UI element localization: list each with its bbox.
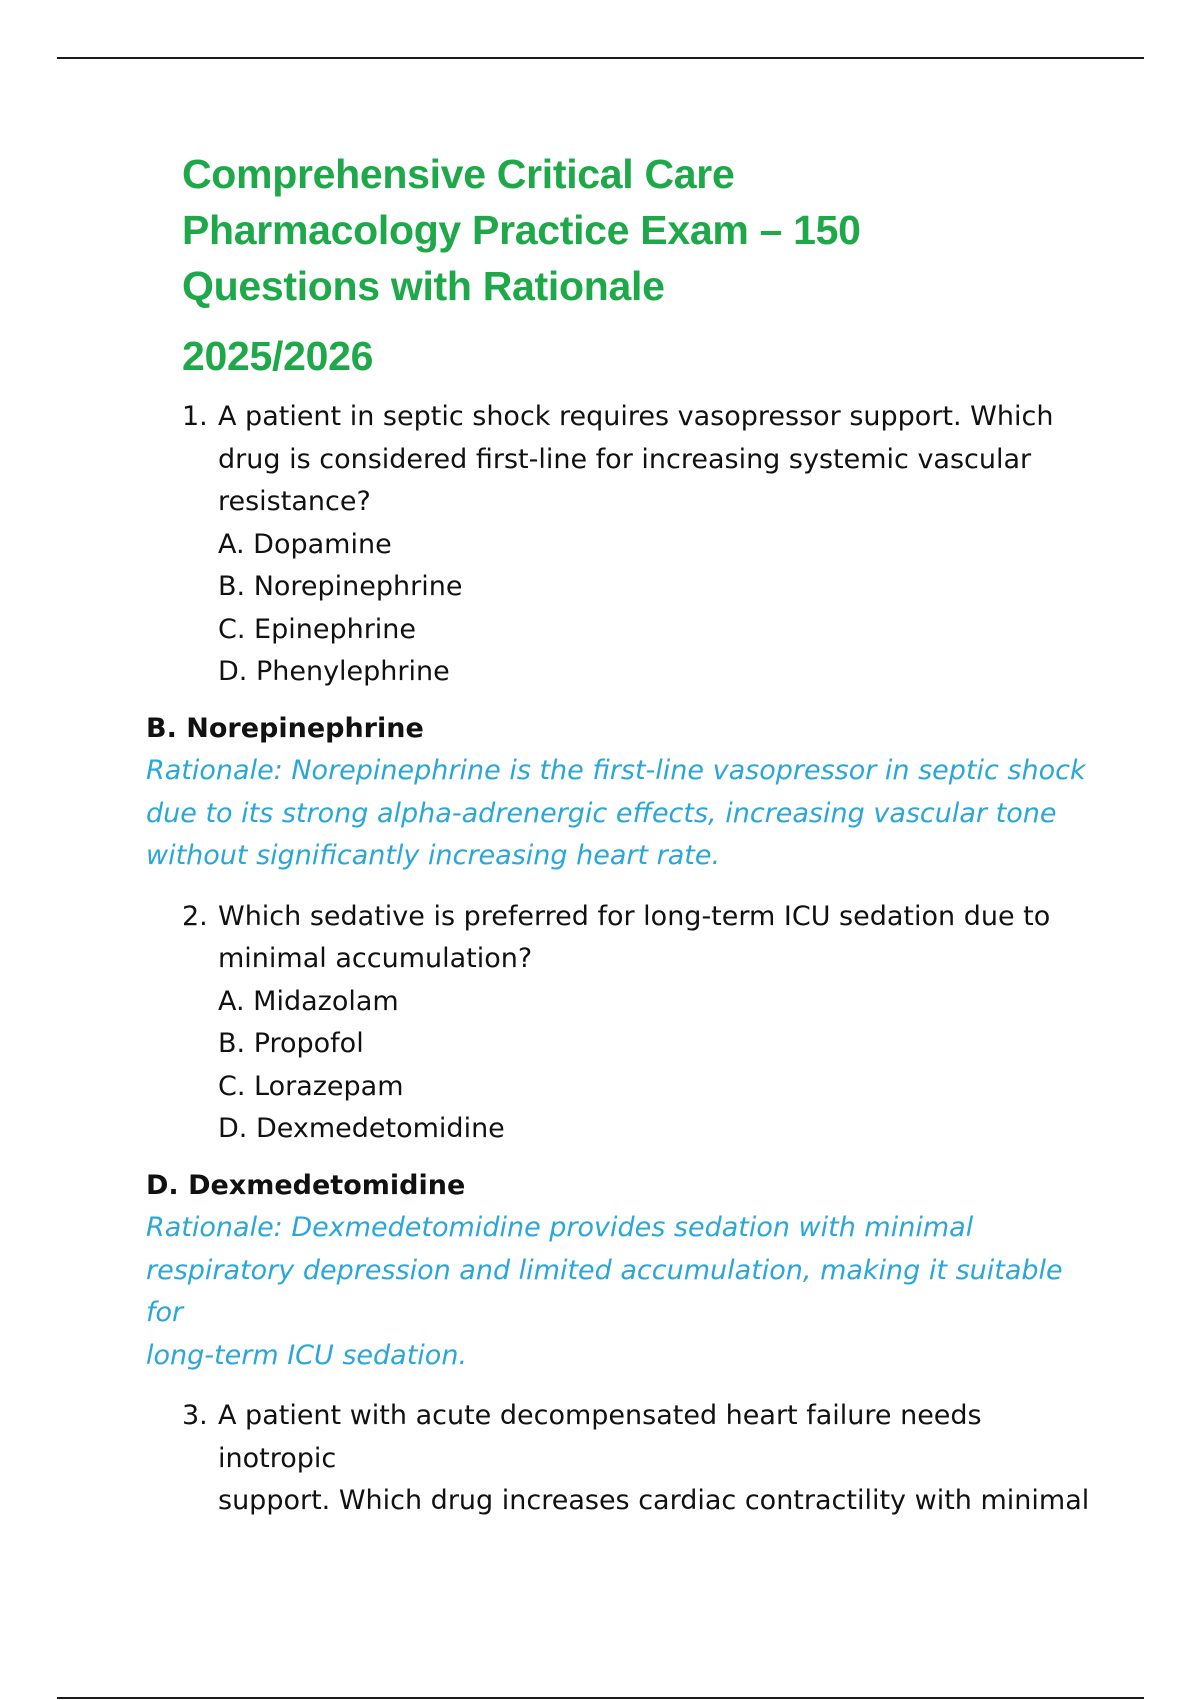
title-line: Pharmacology Practice Exam – 150 [182, 207, 861, 253]
question-number: 1. [182, 401, 208, 432]
question-stem-line: Which sedative is preferred for long-term ICU sedation due to [218, 900, 1051, 932]
correct-answer: B. Norepinephrine [146, 712, 424, 744]
question-stem-line: drug is considered first-line for increasing systemic vascular [218, 443, 1032, 475]
answer-option: A. Midazolam [218, 985, 399, 1017]
answer-option: A. Dopamine [218, 528, 392, 560]
question-stem-line: A patient in septic shock requires vasopressor support. Which [218, 401, 1054, 432]
spacer [146, 878, 1106, 896]
answer-option: B. Norepinephrine [218, 571, 463, 602]
rationale-line: respiratory depression and limited accumulation, making it suitable for [146, 1254, 1063, 1328]
spacer [146, 1377, 1106, 1395]
header-rule [57, 57, 1144, 59]
question-number: 2. [182, 900, 208, 932]
question-1 [182, 396, 1106, 694]
question-stem-line: A patient with acute decompensated heart failure needs inotropic [218, 1400, 982, 1474]
question-stem-line: resistance? [218, 486, 371, 517]
question-stem-line: support. Which drug increases cardiac contractility with minimal [218, 1485, 1090, 1516]
document-year: 2025/2026 [182, 333, 374, 379]
rationale [146, 1207, 1106, 1377]
question-body [218, 1395, 1106, 1523]
document-title-block [182, 146, 1002, 384]
correct-answer: D. Dexmedetomidine [146, 1169, 466, 1201]
answer-option: D. Phenylephrine [218, 656, 450, 687]
question-body [218, 396, 1106, 694]
question-number: 3. [182, 1400, 208, 1431]
rationale-line: due to its strong alpha-adrenergic effects, increasing vascular tone [146, 797, 1057, 829]
document-title [182, 146, 1002, 314]
rationale [146, 750, 1106, 878]
question-3 [182, 1395, 1106, 1523]
question-list [146, 396, 1106, 1523]
title-line: Comprehensive Critical Care [182, 151, 735, 197]
rationale-line: long-term ICU sedation. [146, 1339, 468, 1371]
answer-option: C. Lorazepam [218, 1070, 404, 1102]
footer-rule [57, 1697, 1144, 1699]
answer-option: C. Epinephrine [218, 613, 417, 645]
rationale-line: without significantly increasing heart rate. [146, 840, 721, 871]
rationale-line: Rationale: Dexmedetomidine provides sedation with minimal [146, 1212, 974, 1243]
question-2 [182, 896, 1106, 1151]
title-line: Questions with Rationale [182, 263, 665, 309]
answer-option: B. Propofol [218, 1028, 364, 1059]
answer-option: D. Dexmedetomidine [218, 1113, 505, 1144]
question-stem-line: minimal accumulation? [218, 943, 533, 974]
rationale-line: Rationale: Norepinephrine is the first-line vasopressor in septic shock [146, 755, 1086, 786]
question-body [218, 896, 1106, 1151]
